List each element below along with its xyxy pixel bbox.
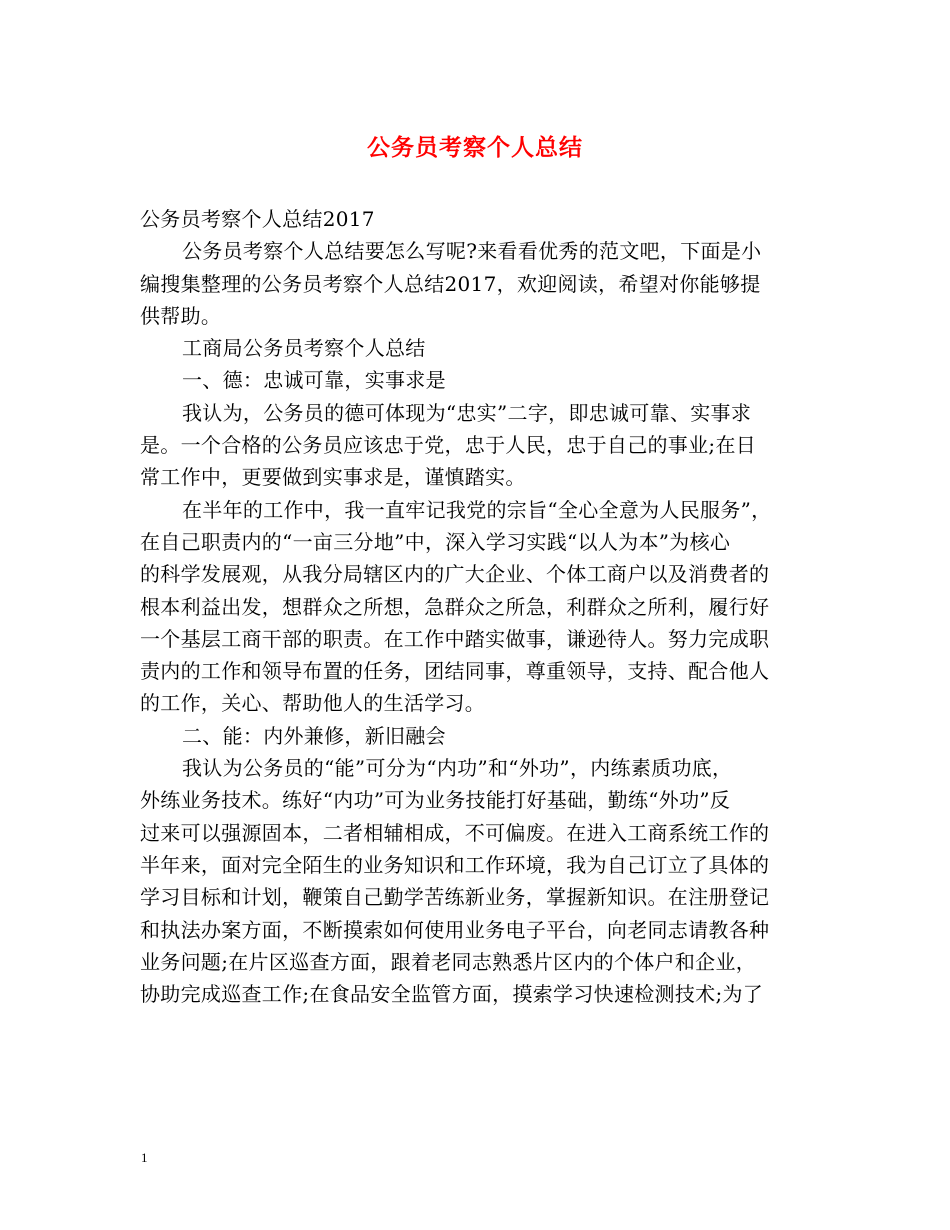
text-line: 责内的工作和领导布置的任务，团结同事，尊重领导，支持、配合他人 [140, 659, 770, 684]
text-line: 协助完成巡查工作;在食品安全监管方面，摸索学习快速检测技术;为了 [140, 982, 764, 1007]
text-line: 和执法办案方面，不断摸索如何使用业务电子平台，向老同志请教各种 [140, 917, 770, 942]
text-line: 一个基层工商干部的职责。在工作中踏实做事，谦逊待人。努力完成职 [140, 626, 770, 651]
text-line: 过来可以强源固本，二者相辅相成，不可偏废。在进入工商系统工作的 [140, 820, 770, 845]
text-line: 一、德：忠诚可靠，实事求是 [182, 368, 446, 393]
text-line: 我认为，公务员的德可体现为“忠实”二字，即忠诚可靠、实事求 [182, 400, 752, 425]
text-line: 半年来，面对完全陌生的业务知识和工作环境，我为自己订立了具体的 [140, 852, 770, 877]
text-line: 工商局公务员考察个人总结 [182, 336, 426, 361]
text-line: 公务员考察个人总结2017 [140, 207, 375, 231]
text-line: 我认为公务员的“能”可分为“内功”和“外功”，内练素质功底， [182, 756, 733, 781]
text-line: 根本利益出发，想群众之所想，急群众之所急，利群众之所利，履行好 [140, 594, 770, 619]
text-line: 在半年的工作中，我一直牢记我党的宗旨“全心全意为人民服务”， [182, 497, 772, 522]
text-line: 编搜集整理的公务员考察个人总结2017，欢迎阅读，希望对你能够提 [140, 271, 761, 296]
text-line: 二、能：内外兼修，新旧融会 [182, 723, 446, 748]
text-line: 供帮助。 [140, 303, 222, 328]
document-body [140, 203, 812, 1010]
text-line: 常工作中，更要做到实事求是，谨慎踏实。 [140, 465, 526, 490]
text-line: 学习目标和计划，鞭策自己勤学苦练新业务，掌握新知识。在注册登记 [140, 885, 770, 910]
text-line: 外练业务技术。练好“内功”可为业务技能打好基础，勤练“外功”反 [140, 788, 731, 813]
document-title: 公务员考察个人总结 [367, 134, 583, 161]
text-line: 的科学发展观，从我分局辖区内的广大企业、个体工商户以及消费者的 [140, 562, 770, 587]
text-line: 公务员考察个人总结要怎么写呢?来看看优秀的范文吧，下面是小 [182, 239, 762, 264]
text-line: 是。一个合格的公务员应该忠于党，忠于人民，忠于自己的事业;在日 [140, 433, 757, 458]
text-line: 的工作，关心、帮助他人的生活学习。 [140, 691, 486, 716]
text-line: 业务问题;在片区巡查方面，跟着老同志熟悉片区内的个体户和企业， [140, 949, 757, 974]
text-line: 在自己职责内的“一亩三分地”中，深入学习实践“以人为本”为核心 [140, 529, 731, 554]
page-number: 1 [141, 1150, 148, 1165]
